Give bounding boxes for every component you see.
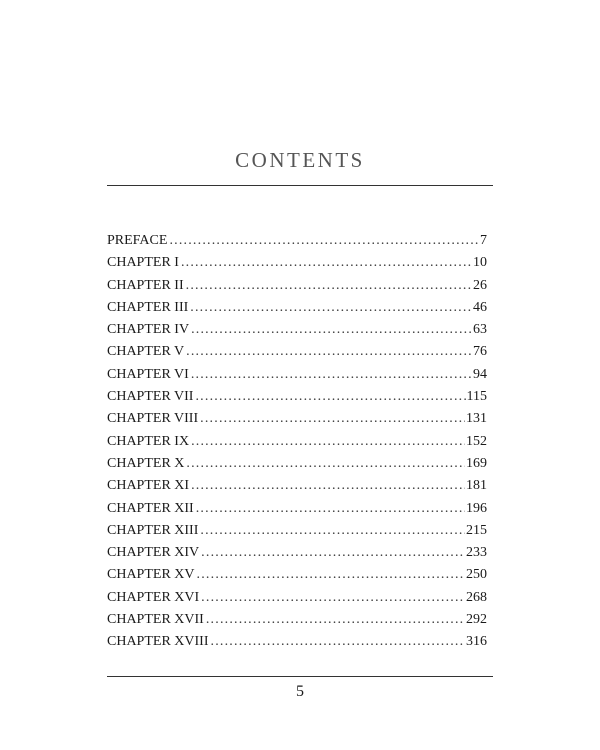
toc-entry[interactable] [107,453,487,475]
toc-dot-leader [200,520,465,542]
toc-entry[interactable] [107,475,487,497]
toc-entry-page: 316 [466,634,487,650]
toc-entry-label: CHAPTER XI [107,478,190,494]
toc-entry[interactable] [107,408,487,430]
toc-entry[interactable] [107,230,487,252]
toc-entry-page: 7 [480,233,487,248]
toc-entry-label: CHAPTER XVI [107,589,200,605]
page-title: CONTENTS [235,148,365,172]
toc-dot-leader [201,587,465,609]
toc-dot-leader [191,364,472,386]
toc-dot-leader [169,230,479,252]
toc-entry-label: PREFACE [107,233,168,248]
toc-entry-page: 169 [466,455,487,471]
toc-entry-label: CHAPTER II [107,277,184,293]
toc-entry-label: CHAPTER III [107,299,189,315]
toc-entry-page: 10 [473,255,487,271]
bottom-divider [107,676,493,677]
toc-entry[interactable] [107,275,487,297]
toc-entry-label: CHAPTER XV [107,567,195,583]
toc-entry[interactable] [107,297,487,319]
toc-dot-leader [196,498,465,520]
toc-dot-leader [186,275,472,297]
toc-dot-leader [211,631,466,653]
toc-entry-page: 152 [466,433,487,449]
toc-entry[interactable] [107,542,487,564]
toc-entry-label: CHAPTER IX [107,433,190,449]
toc-entry-page: 115 [466,389,487,405]
toc-entry[interactable] [107,364,487,386]
toc-entry-label: CHAPTER VIII [107,411,199,427]
toc-entry-page: 63 [473,322,487,338]
toc-entry-label: CHAPTER X [107,455,185,471]
toc-entry-label: CHAPTER VI [107,366,189,382]
toc-entry[interactable] [107,498,487,520]
toc-entry-label: CHAPTER XIV [107,545,200,561]
toc-dot-leader [186,453,465,475]
toc-dot-leader [191,431,465,453]
toc-entry[interactable] [107,587,487,609]
toc-dot-leader [191,475,465,497]
toc-entry[interactable] [107,631,487,653]
toc-entry[interactable] [107,341,487,363]
toc-entry-page: 131 [466,411,487,427]
toc-dot-leader [206,609,465,631]
toc-entry[interactable] [107,520,487,542]
toc-entry[interactable] [107,609,487,631]
toc-entry-label: CHAPTER I [107,255,179,271]
toc-entry[interactable] [107,386,487,408]
toc-dot-leader [197,564,465,586]
toc-entry-label: CHAPTER XIII [107,522,199,538]
toc-entry-page: 94 [473,366,487,382]
toc-entry-label: CHAPTER VII [107,389,194,405]
toc-entry-page: 215 [466,522,487,538]
toc-dot-leader [181,252,472,274]
toc-dot-leader [195,386,465,408]
toc-dot-leader [190,297,472,319]
toc-entry-label: CHAPTER V [107,344,185,360]
toc-entry-label: CHAPTER XVIII [107,634,209,650]
toc-dot-leader [186,341,472,363]
toc-entry-page: 250 [466,567,487,583]
toc-dot-leader [191,319,472,341]
toc-entry-page: 46 [473,299,487,315]
top-divider [107,185,493,186]
toc-entry-page: 233 [466,545,487,561]
toc-entry[interactable] [107,319,487,341]
toc-dot-leader [201,542,465,564]
toc-entry-page: 181 [466,478,487,494]
toc-entry-page: 196 [466,500,487,516]
toc-entry-label: CHAPTER XII [107,500,194,516]
toc-entry[interactable] [107,431,487,453]
toc-entry-page: 76 [473,344,487,360]
toc-dot-leader [200,408,465,430]
toc-entry-page: 26 [473,277,487,293]
toc-entry-label: CHAPTER IV [107,322,190,338]
table-of-contents [107,230,487,654]
toc-entry-label: CHAPTER XVII [107,612,204,628]
page-number: 5 [296,683,304,700]
toc-entry-page: 292 [466,612,487,628]
toc-entry[interactable] [107,252,487,274]
toc-entry[interactable] [107,564,487,586]
toc-entry-page: 268 [466,589,487,605]
